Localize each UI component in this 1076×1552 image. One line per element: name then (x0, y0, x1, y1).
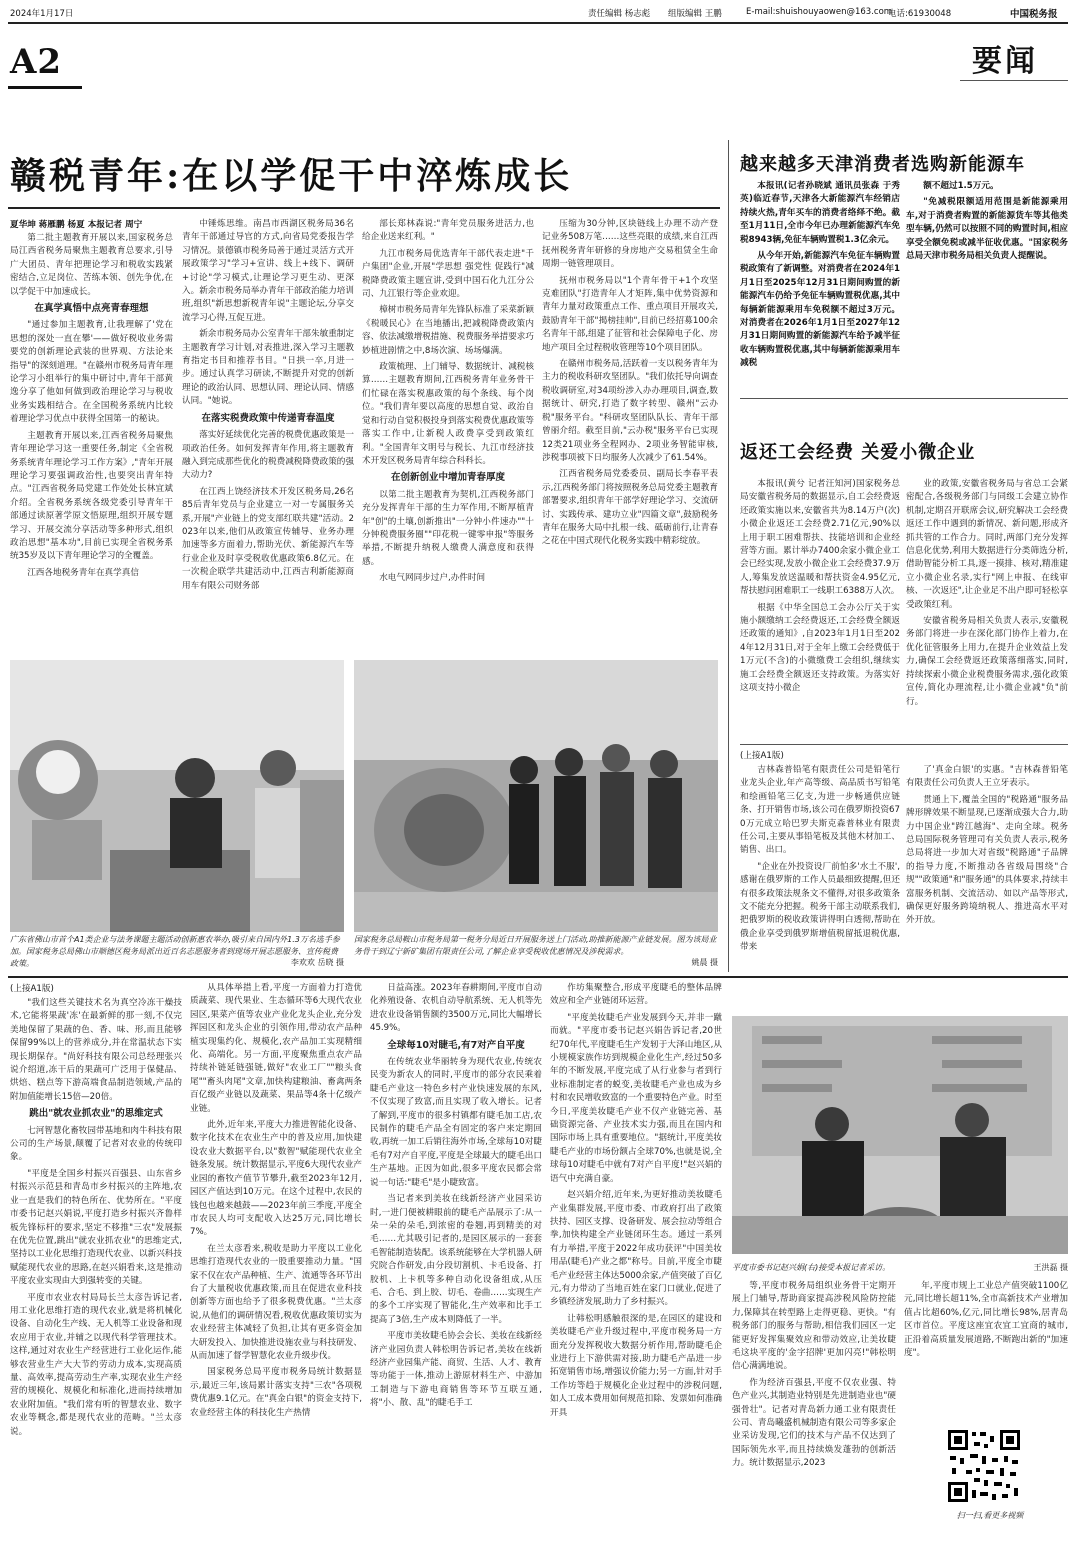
tianjin-para: "免减税限额适用范围是新能源乘用车,对于消费者购置的新能源货车等其他类型车辆,仍然可以按照不同的购置时间,相应享受全额免税或减半征收优惠。"国家税务总局天津市税务局相关负责人提醒说。 (906, 197, 1068, 262)
main-para: 抚州市税务局以"1个青年骨干+1个攻坚克难团队"打造青年人才矩阵,集中优势资源和青年力量对政策重点工作、重点项目开展攻关,鼓励青年干部"揭榜挂帅",目前已经招募100余名青年干部,组建了征管和社会保障电子化、房地产项目全过程税收管理等10个项目团队。 (542, 275, 718, 353)
main-para: 政策梳理、上门辅导、数据统计、减税核算……主题教育期间,江西税务青年业务骨干们忙碌在落实税惠政策的每个条线、每个岗位。"我们青年要以高度的思想自觉、政治自觉和行动自觉积极投身到落实税费优惠政策等落实工作中,让新税人政费享受到政策红利。"全国青年文明号与税长、九江市经济技术开发区税务局青年综合科科长。 (362, 362, 534, 466)
main-para: 压缩为30分钟,区块链线上办理不动产登记业务508万笔……这些亮眼的成绩,来自江西抚州税务青年研修的身房地产交易租赁全生命周期一链管理项目。 (542, 219, 718, 270)
bottom-para: 当记者来到美妆在线新经济产业园采访时,一进门便被耕眼前的睫毛产品展示了:从一朵一朵的朵毛,到浓密的卷翘,再到精美的对毛……尤其吸引记者的,是园区展示的一套套毛智能制造装配。该系统能够在大学机器人研究院合作研发,由分段切割机、卡毛设备、打胶机、上卡机等多种自动化设备组成,从压毛、合毛、到上胶、切毛、卷曲……实现生产的多个工序实现了智能化,生产效率和比手工提高了3倍,生产成本则降低了一半。 (370, 1194, 542, 1325)
bottom-para: 七河智慧化畜牧园带基地和肉牛科技有限公司的生产场景,颠覆了记者对农业的传统印象。 (10, 1125, 182, 1163)
tianjin-col-1 (740, 180, 900, 392)
page-label-rule (8, 86, 82, 89)
main-col-3 (362, 218, 534, 650)
main-para: 落实好延续优化完善的税费优惠政策是一项政治任务。如何发挥青年作用,将主题教育融入到完成那些优化的税费减税降费政策的强大动力? (182, 430, 354, 481)
photo-tax-volunteers-caption: 广东省佛山市首个A1类企业与法务课题主题活动创新惠农举办,吸引来自国内外1.3万名选手参加。国家税务总局佛山市顺德区税务局派出近百名志愿服务者到现场开展志愿服务、宣传税费政策。 (10, 935, 340, 968)
bottom-col-1 (10, 997, 182, 1542)
jilin-para: 贯通上下,覆盖全国的"税路通"服务品牌形牌效果不断显现,已逐渐成强大合力,助力中国企业"跨江越海"、走向全球。税务总局国际税务管理司有关负责人表示,税务总局将进一步加大对省级"税路通"子品牌的指导力度,不断推动各省级局围绕"合规""政策通"和"服务通"的具体要求,持续丰富服务机制、交流活动、如以产品等形式,确保更好服务跨境纳税人、推进高水平对外开放。 (906, 794, 1068, 926)
jilin-col-1 (740, 764, 900, 968)
union-para: 本报讯(黄兮 记者汪知河)国家税务总局安徽省税务局的数据显示,自工会经费返还政策实施以来,安徽省共为8.14万户(次)小微企业返还工会经费2.71亿元,90%以上用于职工困难帮扶、技能培训和企业经营等方面。累计举办7400余家小微企业工会已经实现,发放小微企业工会经费37.9万人,筹集发放送温暖和帮扶资金4.95亿元,帮扶慰问困难职工一线职工6388万人次。 (740, 479, 900, 597)
bottom-para: 赵兴娟介绍,近年来,为更好推动美妆睫毛产业集群发展,平度市委、市政府打出了政策扶持、园区支撑、设备研发、展会拉动等组合拳,加快构建全产业链闭环生态。通过一系列有力举措,平度于2022年成功获评"中国美妆用品(睫毛)产业之都"称号。目前,平度全市睫毛产业经营主体达5000余家,产值突破了百亿元,有力带动了当地百姓在家门口就业,促进了乡镇经济发展,助力了乡村振兴。 (550, 1190, 722, 1308)
main-para: 江西省税务局党委委员、副局长李春平表示,江西税务部门将按照税务总局党委主题教育部署要求,组织青年干部学好理论学习、交流研讨、实践传承、建功立业"四篇文章",鼓励税务青年在服务大局中扎根一线、砥砺前行,让青春之花在中国式现代化税务实践中精彩绽放。 (542, 469, 718, 547)
bottom-para: 年,平度市规上工业总产值突破1100亿元,同比增长超11%,全市高新技术产业增加值占比超60%,亿元,同比增长98%,居青岛区市首位。平度这座宜农宜工宜商的城市,正沿着高质量发展道路,不断跑出新的"加速度"。 (904, 1281, 1068, 1359)
union-col-1 (740, 478, 900, 740)
bottom-para: 平度市农业农村局局长兰太彦告诉记者,用工业化思维打造的现代农业,就是将机械化设备、自动化生产线、无人机等工业设备和现农应用于农业,并辅之以现代科学管理技术。这样,通过对农业生产经营进行工业化运作,能够农营业生产大大节约劳动力成本,实现高质量、高效率,提高劳动生产率,实现农业生产经营的规模化、规模化和标准化,进而持续增加农业附加值。"我们常有听的智慧农业、数字农业等概念,都是现代农业的范畴。"兰太彦说。 (10, 1292, 182, 1437)
header-date: 2024年1月17日 (10, 9, 74, 19)
main-para: "通过参加主题教育,让我理解了'党在思想的深处一直在攀'——做好税收业务需要党的创新理论武装的世界观、方法论来指导"的深刻道理。"在赣州市税务局青年理论学习小组举行的集中研讨中,青年干部黄逸分享了他如何做到政治理论学习与税收业务实践相结合。在全国税务系统内比较着理论学习优点中获得全国第一的秘诀。 (10, 320, 173, 425)
bottom-para: 此外,近年来,平度大力推进智能化设备、数字化技术在农业生产中的普及应用,加快建设农业大数据平台,以"数智"赋能现代农业全链条发展。统计数据显示,平度6大现代农业产业园的畜牧产值节节攀升,截至2023年12月,园区产值达到10万元。在这个过程中,农民的钱包也越来越鼓——2023年前三季度,平度全市农民人均可支配收入达25万元,同比增长7%。 (190, 1120, 362, 1238)
main-para: 以第二批主题教育为契机,江西税务部门充分发挥青年干部的生力军作用,不断厚植青年"创"的土壤,创新推出"一分钟小件速办""十分钟税费服务圈""印花税一键零申报"等服务举措,不断提升纳税人缴费人满意度和获得感。 (362, 489, 534, 567)
bottom-col-5 (732, 1280, 896, 1542)
header-email: E-mail:shuishouyaowen@163.com (746, 7, 893, 17)
header-bar (8, 6, 1068, 20)
tianjin-para: 额不超过1.5万元。 (923, 181, 999, 191)
main-title-rule (8, 207, 720, 209)
qr-code[interactable] (946, 1428, 1022, 1504)
bottom-subhead: 跳出"就农业抓农业"的思维定式 (29, 1108, 163, 1120)
main-subhead: 在落实税费政策中传递青春温度 (201, 412, 335, 424)
tianjin-article-title: 越来越多天津消费者选购新能源车 (740, 154, 1025, 175)
page-label: A2 (10, 42, 63, 82)
section-label-rule (960, 80, 1068, 81)
bottom-col-3 (370, 982, 542, 1542)
photo-anshan-tax-visit-image (354, 660, 718, 932)
main-para: 在赣州市税务局,活跃着一支以税务青年为主力的税收科研攻坚团队。"我们依托导向调查税收调研室,对34项纷涉入办办理项目,调查,数据统计、研究,打造了数字转型、赣州"云办税"服务平台。"科研攻坚团队队长、青年干部曾丽介绍。截至目前,"云办税"服务平台已实现12类21项业务全程网办、2项业务智能审核,涉税事项被下日均服务人次减少了61.54%。 (542, 359, 718, 463)
main-para: 水电气网同步过户,办件时间 (379, 573, 486, 584)
union-para: 根据《中华全国总工会办公厅关于实施小额缴纳工会经费返还,工会经费全额返还政策的通知》,自2023年1月1日至2024年12月31日,对于全年上缴工会经费低于1万元(不含)的小微缴费工会组织,继续实施工会经费全额返还支持政策。为落实好这项支持小微企 (740, 602, 900, 694)
bottom-para: 从具体举措上看,平度一方面着力打造优质蔬菜、现代果业、生态循环等6大现代农业园区,果菜产值等农业产业化龙头企业,充分发挥园区和龙头企业的引领作用,带动农产品种植实现集约化、规模化,农产品加工实现精细化、高端化。另一方面,平度聚焦重点农产品持续补链延链强链,做好"农业工厂""粮头食尾""畜头肉尾"文章,加快构建粮油、畜禽两条百亿级产业链以及蔬菜、果品等4条十亿级产业链。 (190, 983, 362, 1114)
bottom-para: "我们这些关键技术名为真空冷冻干燥技术,它能将果蔬'冻'在最新鲜的那一刻,不仅完美地保留了果蔬的色、香、味、形,而且能够保留99%以上的营养成分,并在常温状态下实现长期保存。"尚好科技有限公司总经理张兴说介绍道,冻干后的果蔬可广泛用于保健品、烘焙、糕点等下游高端食品制造领域,产品的附加值能增长15倍—20倍。 (10, 998, 182, 1102)
bottom-para: 作坊集聚整合,形成平度睫毛的整体品牌效应和全产业链闭环运营。 (550, 983, 722, 1007)
bottom-subhead: 全球每10对睫毛,有7对产自平度 (387, 1039, 525, 1051)
main-para: 第二批主题教育开展以来,国家税务总局江西省税务局聚焦主题教育总要求,引导广大团员、青年把理论学习和税收实践紧密结合,立足岗位、苦练本领、创先争优,在以学促干中加速成长。 (10, 233, 173, 297)
section-label: 要闻 (972, 44, 1038, 79)
bottom-para: 在传统农业华丽转身为现代农业,传统农民变为新农人的同时,平度市的部分农民乘着睫毛产业这一特色乡村产业快速发展的东风,不仅实现了致富,而且实现了收入增长。记者了解到,平度市的很多村镇都有睫毛加工店,农民制作的睫毛产品全有固定的客户来定期回收,再统一加工后销往海外市场,全球每10对睫毛有7对产自平度,平度是全球最大的睫毛出口生产基地。正因为如此,很多平度农民都会常说一句话:"睫毛"是小睫致富。 (370, 1057, 542, 1188)
column-divider (728, 140, 729, 972)
bottom-para: 日益高涨。2023年春耕期间,平度市自动化养殖设备、农机自动导航系统、无人机等先进农业设备销售额约3500万元,同比大幅增长45.9%。 (370, 983, 542, 1034)
header-layout-editor: 组版编辑 王鹏 (668, 9, 722, 19)
union-col-2 (906, 478, 1068, 740)
jilin-col-2 (906, 764, 1068, 968)
tianjin-col-2 (906, 180, 1068, 392)
bottom-col-2 (190, 982, 362, 1542)
union-article-title: 返还工会经费 关爱小微企业 (740, 442, 976, 463)
lower-section-rule (8, 976, 1068, 978)
tianjin-para: 本报讯(记者孙晓斌 通讯员张森 于秀英)临近春节,天津各大新能源汽车经销店持续火热,青年买车的消费者络绎不绝。截至1月11日,全市今年已办理新能源汽车免税8943辆,免征车辆购置税1.3亿余元。 (740, 181, 900, 245)
photo-tax-volunteers (10, 660, 344, 932)
photo-interview-credit: 王洪磊 摄 (1033, 1263, 1068, 1272)
bottom-para: 国家税务总局平度市税务局统计数据显示,最近三年,该局累计落实支持"三农"各项税费优惠9.1亿元。在"真金白银"的资金支持下,农业经营主体的科技化生产热情 (190, 1367, 362, 1418)
bottom-para: 在兰太彦看来,税收是助力平度以工业化思维打造现代农业的一股重要推动力量。"国家不仅在农产品种植、生产、流通等各环节出台了大量税收优惠政策,而且在促进农业科技创新等方面也给予了很多税费优惠。"兰太彦说,从他们的调研情况看,税收优惠政策切实为农业经营主体减轻了负担,让其有更多资金加大研发投入、加快推进设施农业与科技研发、从而加速了督学智慧化农业升级步伐。 (190, 1243, 362, 1361)
bottom-para: "平度美妆睫毛产业发展到今天,并非一蹴而就。"平度市委书记赵兴娟告诉记者,20世纪70年代,平度睫毛生产发轫于大泽山地区,从小规模家族作坊到规模企业化生产,经过50多年的不断发展,平度完成了从行业参与者到行业标准制定者的蜕变,美妆睫毛产业也成为乡村和农民增收致富的一个重要特色产业。时至今日,平度美妆睫毛产业不仅产业链完善、基础资源完备、产业技术实力强,而且在国内和国际市场上具有重要地位。"据统计,平度美妆睫毛产业的市场份额占全球70%,也就是说,全球每10对睫毛中就有7对产自平度!"赵兴娟的语气中充满自豪。 (550, 1012, 722, 1184)
jilin-para: 了'真金白银'的实惠。"吉林森普铅笔有限责任公司负责人王立牙表示。 (906, 765, 1068, 789)
main-col-2 (182, 218, 354, 650)
main-para: 江西各地税务青年在真学真信 (27, 567, 139, 578)
main-article-title: 赣税青年:在以学促干中淬炼成长 (10, 155, 573, 197)
bottom-para: 让韩松明感触很深的是,在园区的建设和美妆睫毛产业升级过程中,平度市税务局一方面充分发挥税收大数据分析作用,帮助睫毛企业进行上下游供需对接,助力睫毛产品进一步拓宽销售市场,增强议价能力;另一方面,针对手工作坊等趋于规模化企业过程中的涉税问题,如人工成本费用如何规范扣除、发票如何准确开具 (550, 1313, 722, 1418)
photo-anshan-tax-visit (354, 660, 718, 932)
photo-interview-caption: 平度市委书记赵兴娟(右)接受本报记者采访。 (732, 1263, 891, 1272)
bottom-para: 平度市美妆睫毛协会会长、美妆在线新经济产业园负责人韩松明告诉记者,美妆在线新经济产业园集产能、商贸、生活、人才、教育等功能于一体,推动上游原材料生产、中游加工制造与下游电商销售等环节互联互通,将"小、散、乱"的睫毛手工 (370, 1331, 542, 1409)
main-para: 樟树市税务局青年先锋队标准了采菜新颖《税暖民心》在当地播出,把减税降费政策内容、依法减缴增税措施、税费服务举措要求巧妙植进剧情之中,8场次演、场场爆满。 (362, 305, 534, 356)
bottom-jump-label: (上接A1版) (10, 984, 54, 994)
main-para: 新余市税务局办公室青年干部朱敏重制定主题教育学习计划,对表推进,深入学习主题教育指定书目和推荐书目。"日拱一卒,月进一步。通过认真学习研读,不断提升对党的创新理论的政治认同、思想认同、理论认同、情感认同。"她说。 (182, 329, 354, 407)
main-byline: 夏华坤 蒋雁鹏 杨夏 本报记者 周宁 (10, 220, 143, 230)
header-rule (8, 22, 1068, 24)
main-col-4 (542, 218, 718, 650)
tianjin-para: 从今年开始,新能源汽车免征车辆购置税政策有了新调整。对消费者在2024年1月1日至2025年12月31日期间购置的新能源汽车仍给予免征车辆购置税优惠,其中每辆新能源乘用车免税额不超过3万元。对消费者在2026年1月1日至2027年12月31日期间购置的新能源汽车给予减半征收车辆购置税优惠,其中每辆新能源乘用车减税 (740, 251, 900, 369)
jilin-para: "企业在外投资设厂前怕多'水土不服',感谢在俄罗斯的工作人员最细致提醒,但还有很多政策法规条文不懂得,对很多政策条文不能充分把握。税务干部主动联系我们,把俄罗斯的税收政策讲得明白透彻,帮助在俄企业享受到俄罗斯增值税留抵退税优惠,带来 (740, 861, 900, 953)
bottom-col-4 (550, 982, 722, 1542)
bottom-para: 作为经济百强县,平度不仅农业强、特色产业兴,其制造业特别是先进制造业也"硬强骨壮"。记者对青岛新力通工业有限责任公司、青岛曦盛机械制造有限公司等多家企业采访发现,它们的技术与产品不仅达到了国际领先水平,而且持续焕发蓬勃的创新活力。统计数据显示,2023 (732, 1377, 896, 1469)
main-subhead: 在真学真悟中点亮青春理想 (34, 303, 149, 315)
photo-interview (732, 1016, 1068, 1254)
main-subhead: 在创新创业中增加青春厚度 (390, 472, 505, 484)
jilin-para: 吉林森普铅笔有限责任公司是铅笔行业龙头企业,年产高等级、高品质书写铅笔和绘画铅笔三亿支,为进一步畅通供应链条、打开销售市场,该公司在俄罗斯投资670万元成立哈巴罗夫斯克森普林业有限责任公司,主要从事铅笔板及其他木材加工、销售、出口。 (740, 765, 900, 856)
main-para: 部长郑林森说:"青年党员服务进活力,也给企业送来红利。" (362, 219, 534, 243)
bottom-col-6 (904, 1280, 1068, 1410)
union-para: 业的政策,安徽省税务局与省总工会紧密配合,各级税务部门与同级工会建立协作机制,定期召开联席会议,研究解决工会经费返还工作中遇到的新情况、新问题,形成齐抓共管的工作合力。同时,两部门充分发挥信息化优势,利用大数据进行分类筛选分析,借助智能分析工具,逐一摸排、核对,精准建立小微企业名录,实行"网上申报、在线审核、一次返还",让企业足不出户即可轻松享受政策红利。 (906, 479, 1068, 610)
main-col-1 (10, 232, 173, 650)
main-para: 在江西上饶经济技术开发区税务局,26名85后青年党员与企业建立一对一专属服务关系,开展"产业链上的党支部红联共建"活动。2023年以来,他们从政策宣传辅导、业务办理加速等多方面着力,帮助光伏、新能源汽车等行业企业及时享受税收优惠政策6.8亿元。在一次税企联学共建活动中,江西吉利新能源商用车有限公司财务部 (182, 486, 354, 591)
bottom-para: "平度是全国乡村振兴百强县、山东省乡村振兴示范县和青岛市乡村振兴的主阵地,农业一直是我们的特色所在、优势所在。"平度市委书记赵兴娟说,平度打造乡村振兴齐鲁样板先锋标杆的要求,坚定不移推"三农"发展振在优先位置,跳出"就农业抓农业"的思维定式,坚持以工业化思维打造现代农业、以新兴科技赋能现代农业的思路,在赵兴娟看来,这是推动平度农业实现由大到强转变的关键。 (10, 1168, 182, 1287)
photo-anshan-tax-visit-caption: 国家税务总局鞍山市税务局第一税务分局近日开展服务送上门活动,助推新能源产业链发展。图为该局业务骨干到辽宁新矿集团有限责任公司,了解企业享受税收优惠情况及涉税需求。 (354, 935, 717, 956)
jilin-jump-label: (上接A1版) (740, 751, 784, 761)
header-editor: 责任编辑 杨志彪 (588, 9, 651, 19)
main-para: 主题教育开展以来,江西省税务局聚焦青年理论学习这一重要任务,制定《全省税务系统青年理论学习工作方案》,"青年开展理论学习要强调政治性,也要突出青年特点。"江西省税务局党建工作处处长林宜斌介绍。全省税务系统各级党委引导青年干部通过读原著学原文悟原理,组织开展专题学习、开展交流分享活动等多种形式,组织政治思想"基本功",目前已实现全省税务系统35岁及以下青年理论学习的全覆盖。 (10, 430, 173, 562)
photo-anshan-tax-visit-credit: 姚晨 摄 (691, 958, 718, 967)
photo-tax-volunteers-credit: 李欢欢 岳晓 摄 (290, 958, 344, 967)
qr-code-caption: 扫一扫,看更多视频 (956, 1511, 1024, 1520)
header-phone: 电话:61930048 (888, 9, 952, 19)
union-para: 安徽省税务局相关负责人表示,安徽税务部门将进一步在深化部门协作上着力,在优化征管服务上用力,在提升企业效益上发力,确保工会经费返还政策落细落实,同时,持续探索小微企业税费服务需求,强化政策宣传,简化办理流程,让小微企业减"负"前行。 (906, 616, 1068, 707)
bottom-para: 等,平度市税务局组织业务骨干定期开展上门辅导,帮助商家提高涉税风险防控能力,保障其在转型路上走得更稳、更快。"有税务部门的服务与帮助,相信我们园区一定能更好发挥集聚效应和带动效应,让美妆睫毛这块平度的'金字招牌'更加闪亮!"韩松明信心满满地说。 (732, 1281, 896, 1372)
photo-interview-image (732, 1016, 1068, 1254)
main-para: 九江市税务局优选青年干部代表走进"千户集团"企业,开展"学思想 强党性 促践行"减税降费政策主题宣讲,受到中国石化九江分公司、九江银行等企业欢迎。 (362, 248, 534, 300)
union-bottom-rule (740, 744, 1068, 745)
main-para: 中锤炼思维。南昌市西湖区税务局36名青年干部通过导官的方式,向省局党委报告学习情况。景德镇市税务局善于通过灵活方式开展政策学习"学习+宣讲、线上+线下、调研+讨论"学习模式,让理论学习更生动、更深入。新余市税务局举办青年干部政治能力培训班,组织"新思想新税青年说"主题论坛,分享交流学习心得,互促互进。 (182, 219, 354, 323)
header-paper-name: 中国税务报 (1010, 9, 1058, 20)
tianjin-bottom-rule (740, 398, 1068, 399)
qr-code-icon (946, 1428, 1022, 1504)
photo-tax-volunteers-image (10, 660, 344, 932)
